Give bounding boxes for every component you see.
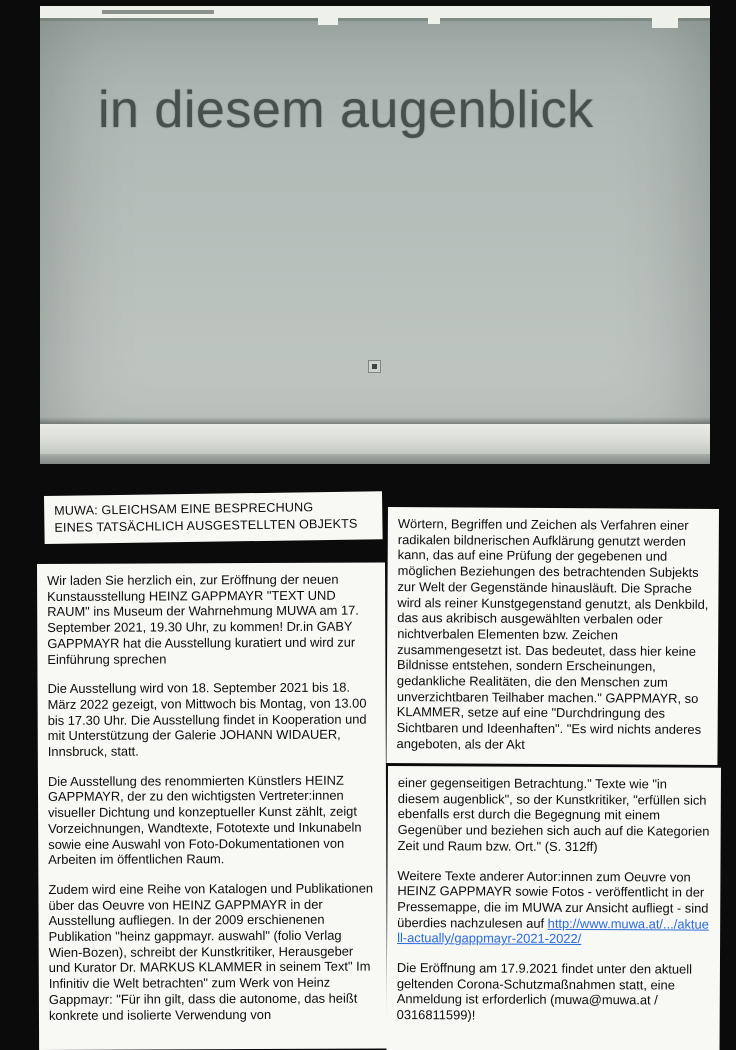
right-text-block-bottom [387,766,721,1050]
wall-top-tab [318,18,338,25]
window-sill-shadow [40,417,710,424]
paragraph-quote-continued: einer gegenseitigen Betrachtung." Texte wie "in diesem augenblick", so der Kunstkritiker, "erfüllen sich ebenfalls erst durch die Begegnung mit einem Gegenüber und beziehen sich auch auf die Kategorien Zeit und Raum bzw. Ort." (S. 312ff) [397,775,710,854]
paragraph-exhibition-dates: Die Ausstellung wird von 18. September 2021 bis 18. März 2022 gezeigt, von Mittwoch bis Montag, von 13.00 bis 17.30 Uhr. Die Ausstellung findet in Kooperation und mit Unterstützung der Galerie JOHANN WIDAUER, Innsbruck, statt. [47,679,367,759]
window-sill [40,424,710,454]
muwa-website-link[interactable]: http://www.muwa.at/.../aktuell-actually/gappmayr-2021-2022/ [397,915,709,947]
wall-top-slot [102,10,214,14]
paragraph-pressemappe [397,868,710,948]
exhibition-photo [40,6,710,464]
wall-artwork-text: in diesem augenblick [98,81,594,139]
paragraph-corona-info: Die Eröffnung am 17.9.2021 findet unter den aktuell geltenden Corona-Schutzmaßnahmen statt, eine Anmeldung ist erforderlich (muwa@muwa.at / 0316811599)! [396,960,693,1023]
paragraph-invitation: Wir laden Sie herzlich ein, zur Eröffnung der neuen Kunstausstellung HEINZ GAPPMAYR "TEXT UND RAUM" ins Museum der Wahrnehmung MUWA am 17. September 2021, 19.30 Uhr, zu kommen! Dr.in GABY GAPPMAYR hat die Ausstellung kuratiert und wird zur Einführung sprechen [47,571,359,667]
photo-wall-top-edge [40,6,710,18]
right-text-block-top [386,507,719,765]
wall-top-tab [428,18,440,24]
left-text-column [37,562,387,1050]
wall-socket [368,360,381,373]
headline-line2: EINES TATSÄCHLICH AUSGESTELLTEN OBJEKTS [54,516,358,535]
paragraph-klammer-quote: Wörtern, Begriffen und Zeichen als Verfahren einer radikalen bildnerischen Aufklärung genutzt werden kann, das auf eine Prüfung der gegebenen und möglichen Beziehungen des betrachtenden Subjekts zur Welt der Gegenstände hinausläuft. Die Sprache wird als reiner Kunstgegenstand genutzt, als Denkbild, das aus akribisch ausgewählten verbalen oder nichtverbalen Elementen bzw. Zeichen zusammengesetzt ist. Das bedeutet, dass hier keine Bildnisse entstehen, sondern Erscheinungen, gedankliche Realitäten, die den Menschen zum unverzichtbaren Teilhaber machen." GAPPMAYR, so KLAMMER, setze auf eine "Durchdringung des Sichtbaren und Ideenhaften". "Es wird nichts anderes angeboten, als der Akt [396,516,709,752]
wall-top-tab [652,18,678,28]
window-sill-base [40,454,710,464]
headline-box [44,491,383,544]
pressemappe-text: Weitere Texte anderer Autor:innen zum Oeuvre von HEINZ GAPPMAYR sowie Fotos - veröffentlicht in der Pressemappe, die im MUWA zur Ansicht aufliegt - sind überdies nachzulesen auf [397,867,709,931]
headline-line1: MUWA: GLEICHSAM EINE BESPRECHUNG [54,500,314,518]
wall-socket-inner [372,364,377,369]
wall-top-shadow-line [40,18,710,21]
paragraph-artist-description: Die Ausstellung des renommierten Künstlers HEINZ GAPPMAYR, der zu den wichtigsten Vertreter:innen visueller Dichtung und konzeptueller Kunst zählt, zeigt Vorzeichnungen, Wandtexte, Fototexte und Inkunabeln sowie eine Auswahl von Foto-Dokumentationen von Arbeiten im öffentlichen Raum. [47,772,362,868]
paragraph-publications: Zudem wird eine Reihe von Katalogen und Publikationen über das Oeuvre von HEINZ GAPPMAYR in der Ausstellung aufliegen. In der 2009 erschienenen Publikation "heinz gappmayr. auswahl" (folio Verlag Wien-Bozen), schreibt der Kunstkritiker, Herausgeber und Kurator Dr. MARKUS KLAMMER in seinem Text" Im Infinitiv die Welt betrachten" zum Werk von Heinz Gappmayr: "Für ihn gilt, dass die autonome, das heißt konkrete und isolierte Verwendung von [48,880,374,1023]
